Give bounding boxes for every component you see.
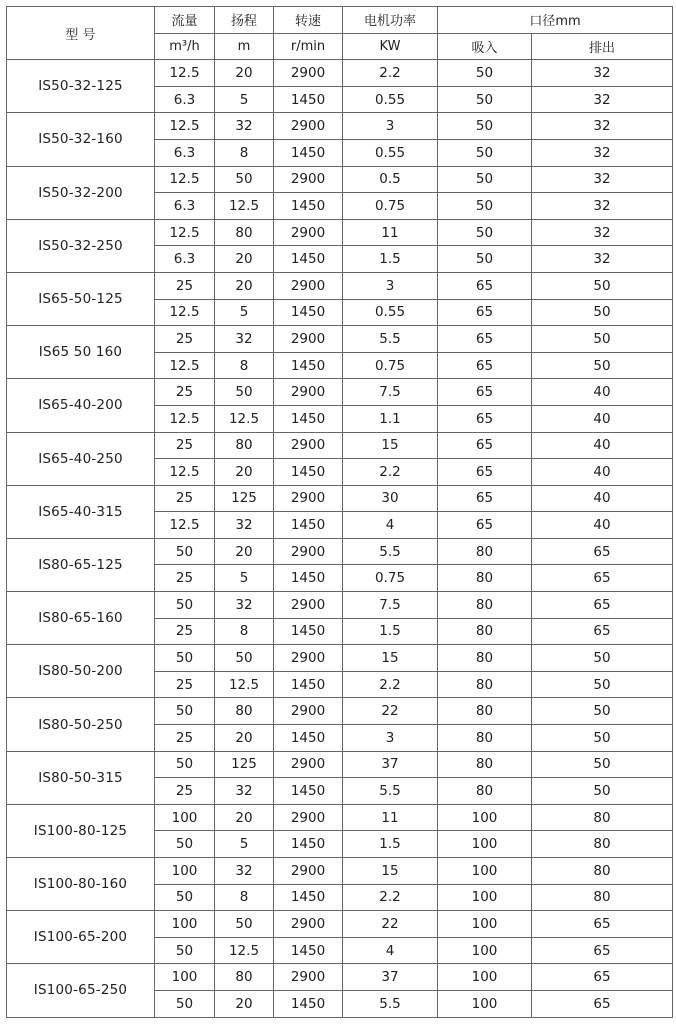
flow-cell: 100 [155, 804, 215, 831]
header-head: 扬程 [215, 7, 274, 34]
header-speed: 转速 [274, 7, 343, 34]
outlet-cell: 50 [532, 698, 673, 725]
head-cell: 20 [215, 272, 274, 299]
power-cell: 11 [343, 804, 438, 831]
power-cell: 2.2 [343, 884, 438, 911]
table-row [7, 60, 673, 87]
outlet-cell: 50 [532, 352, 673, 379]
flow-cell: 100 [155, 964, 215, 991]
outlet-cell: 40 [532, 405, 673, 432]
header-flow: 流量 [155, 7, 215, 34]
spec-table-body [7, 60, 673, 1017]
flow-cell: 25 [155, 485, 215, 512]
flow-cell: 50 [155, 937, 215, 964]
speed-cell: 1450 [274, 459, 343, 486]
head-cell: 50 [215, 166, 274, 193]
speed-cell: 1450 [274, 193, 343, 220]
outlet-cell: 32 [532, 60, 673, 87]
flow-cell: 25 [155, 725, 215, 752]
speed-cell: 2900 [274, 272, 343, 299]
head-cell: 20 [215, 60, 274, 87]
flow-cell: 50 [155, 831, 215, 858]
inlet-cell: 65 [438, 432, 532, 459]
inlet-cell: 80 [438, 725, 532, 752]
speed-cell: 2900 [274, 432, 343, 459]
head-cell: 5 [215, 299, 274, 326]
power-cell: 37 [343, 751, 438, 778]
flow-cell: 50 [155, 645, 215, 672]
inlet-cell: 65 [438, 485, 532, 512]
header-head-unit: m [215, 33, 274, 60]
outlet-cell: 40 [532, 379, 673, 406]
inlet-cell: 65 [438, 352, 532, 379]
flow-cell: 12.5 [155, 352, 215, 379]
table-row [7, 379, 673, 406]
table-row [7, 113, 673, 140]
header-outlet: 排出 [532, 33, 673, 60]
model-cell: IS80-50-250 [7, 698, 155, 751]
speed-cell: 2900 [274, 379, 343, 406]
head-cell: 50 [215, 645, 274, 672]
inlet-cell: 50 [438, 246, 532, 273]
inlet-cell: 65 [438, 379, 532, 406]
flow-cell: 25 [155, 565, 215, 592]
power-cell: 3 [343, 725, 438, 752]
header-flow-unit: m³/h [155, 33, 215, 60]
model-cell: IS100-65-200 [7, 911, 155, 964]
head-cell: 20 [215, 725, 274, 752]
inlet-cell: 80 [438, 698, 532, 725]
head-cell: 32 [215, 858, 274, 885]
table-row [7, 485, 673, 512]
outlet-cell: 80 [532, 831, 673, 858]
inlet-cell: 80 [438, 751, 532, 778]
flow-cell: 100 [155, 858, 215, 885]
table-row [7, 911, 673, 938]
power-cell: 30 [343, 485, 438, 512]
speed-cell: 1450 [274, 884, 343, 911]
flow-cell: 6.3 [155, 246, 215, 273]
flow-cell: 6.3 [155, 139, 215, 166]
power-cell: 4 [343, 512, 438, 539]
power-cell: 0.55 [343, 299, 438, 326]
outlet-cell: 50 [532, 751, 673, 778]
speed-cell: 2900 [274, 804, 343, 831]
power-cell: 7.5 [343, 592, 438, 619]
power-cell: 3 [343, 272, 438, 299]
power-cell: 5.5 [343, 990, 438, 1017]
inlet-cell: 80 [438, 645, 532, 672]
inlet-cell: 65 [438, 512, 532, 539]
inlet-cell: 80 [438, 565, 532, 592]
head-cell: 20 [215, 246, 274, 273]
speed-cell: 2900 [274, 113, 343, 140]
outlet-cell: 32 [532, 139, 673, 166]
inlet-cell: 65 [438, 299, 532, 326]
outlet-cell: 32 [532, 246, 673, 273]
model-cell: IS50-32-160 [7, 113, 155, 166]
head-cell: 32 [215, 592, 274, 619]
table-row [7, 751, 673, 778]
inlet-cell: 50 [438, 60, 532, 87]
model-cell: IS80-65-125 [7, 538, 155, 591]
head-cell: 12.5 [215, 193, 274, 220]
inlet-cell: 65 [438, 459, 532, 486]
outlet-cell: 32 [532, 113, 673, 140]
power-cell: 1.5 [343, 831, 438, 858]
speed-cell: 1450 [274, 139, 343, 166]
header-power-unit: KW [343, 33, 438, 60]
power-cell: 5.5 [343, 538, 438, 565]
head-cell: 32 [215, 113, 274, 140]
pump-spec-table [6, 6, 673, 1018]
inlet-cell: 65 [438, 326, 532, 353]
power-cell: 3 [343, 113, 438, 140]
inlet-cell: 50 [438, 219, 532, 246]
power-cell: 22 [343, 698, 438, 725]
speed-cell: 2900 [274, 219, 343, 246]
head-cell: 32 [215, 512, 274, 539]
power-cell: 1.5 [343, 246, 438, 273]
outlet-cell: 65 [532, 538, 673, 565]
speed-cell: 1450 [274, 671, 343, 698]
head-cell: 125 [215, 751, 274, 778]
table-row [7, 858, 673, 885]
outlet-cell: 50 [532, 272, 673, 299]
flow-cell: 6.3 [155, 193, 215, 220]
flow-cell: 12.5 [155, 60, 215, 87]
speed-cell: 2900 [274, 326, 343, 353]
power-cell: 15 [343, 645, 438, 672]
table-row [7, 698, 673, 725]
flow-cell: 12.5 [155, 459, 215, 486]
table-row [7, 538, 673, 565]
head-cell: 12.5 [215, 405, 274, 432]
outlet-cell: 65 [532, 592, 673, 619]
speed-cell: 1450 [274, 246, 343, 273]
power-cell: 2.2 [343, 60, 438, 87]
speed-cell: 1450 [274, 565, 343, 592]
speed-cell: 2900 [274, 592, 343, 619]
outlet-cell: 40 [532, 432, 673, 459]
speed-cell: 1450 [274, 725, 343, 752]
flow-cell: 25 [155, 618, 215, 645]
inlet-cell: 100 [438, 990, 532, 1017]
flow-cell: 50 [155, 884, 215, 911]
inlet-cell: 100 [438, 964, 532, 991]
outlet-cell: 50 [532, 725, 673, 752]
model-cell: IS50-32-125 [7, 60, 155, 113]
speed-cell: 2900 [274, 751, 343, 778]
speed-cell: 2900 [274, 645, 343, 672]
flow-cell: 25 [155, 272, 215, 299]
inlet-cell: 65 [438, 405, 532, 432]
flow-cell: 100 [155, 911, 215, 938]
power-cell: 5.5 [343, 326, 438, 353]
flow-cell: 25 [155, 671, 215, 698]
inlet-cell: 100 [438, 831, 532, 858]
outlet-cell: 40 [532, 459, 673, 486]
flow-cell: 50 [155, 592, 215, 619]
head-cell: 12.5 [215, 937, 274, 964]
head-cell: 80 [215, 219, 274, 246]
head-cell: 80 [215, 432, 274, 459]
power-cell: 1.5 [343, 618, 438, 645]
model-cell: IS65-40-315 [7, 485, 155, 538]
inlet-cell: 65 [438, 272, 532, 299]
outlet-cell: 40 [532, 485, 673, 512]
table-row [7, 326, 673, 353]
outlet-cell: 50 [532, 645, 673, 672]
speed-cell: 2900 [274, 538, 343, 565]
inlet-cell: 100 [438, 937, 532, 964]
head-cell: 5 [215, 565, 274, 592]
power-cell: 15 [343, 432, 438, 459]
speed-cell: 1450 [274, 299, 343, 326]
speed-cell: 1450 [274, 512, 343, 539]
power-cell: 0.75 [343, 565, 438, 592]
header-inlet: 吸入 [438, 33, 532, 60]
inlet-cell: 80 [438, 592, 532, 619]
head-cell: 50 [215, 911, 274, 938]
head-cell: 50 [215, 379, 274, 406]
header-power: 电机功率 [343, 7, 438, 34]
inlet-cell: 50 [438, 113, 532, 140]
model-cell: IS80-50-315 [7, 751, 155, 804]
inlet-cell: 100 [438, 858, 532, 885]
speed-cell: 1450 [274, 618, 343, 645]
speed-cell: 1450 [274, 937, 343, 964]
speed-cell: 1450 [274, 778, 343, 805]
table-row [7, 804, 673, 831]
head-cell: 20 [215, 459, 274, 486]
power-cell: 0.55 [343, 139, 438, 166]
speed-cell: 2900 [274, 911, 343, 938]
head-cell: 5 [215, 86, 274, 113]
flow-cell: 25 [155, 432, 215, 459]
head-cell: 32 [215, 326, 274, 353]
outlet-cell: 80 [532, 884, 673, 911]
flow-cell: 12.5 [155, 113, 215, 140]
model-cell: IS80-65-160 [7, 592, 155, 645]
power-cell: 4 [343, 937, 438, 964]
model-cell: IS100-80-160 [7, 858, 155, 911]
outlet-cell: 50 [532, 671, 673, 698]
inlet-cell: 50 [438, 193, 532, 220]
speed-cell: 1450 [274, 405, 343, 432]
outlet-cell: 65 [532, 911, 673, 938]
head-cell: 32 [215, 778, 274, 805]
power-cell: 0.5 [343, 166, 438, 193]
power-cell: 37 [343, 964, 438, 991]
speed-cell: 2900 [274, 60, 343, 87]
speed-cell: 1450 [274, 86, 343, 113]
outlet-cell: 80 [532, 858, 673, 885]
outlet-cell: 65 [532, 990, 673, 1017]
head-cell: 5 [215, 831, 274, 858]
header-model: 型 号 [7, 7, 155, 60]
flow-cell: 25 [155, 379, 215, 406]
head-cell: 20 [215, 538, 274, 565]
model-cell: IS100-80-125 [7, 804, 155, 857]
outlet-cell: 65 [532, 937, 673, 964]
speed-cell: 1450 [274, 990, 343, 1017]
power-cell: 0.75 [343, 352, 438, 379]
header-diameter: 口径mm [438, 7, 673, 34]
table-row [7, 272, 673, 299]
flow-cell: 25 [155, 778, 215, 805]
model-cell: IS65 50 160 [7, 326, 155, 379]
inlet-cell: 100 [438, 884, 532, 911]
model-cell: IS80-50-200 [7, 645, 155, 698]
speed-cell: 2900 [274, 858, 343, 885]
outlet-cell: 65 [532, 618, 673, 645]
outlet-cell: 32 [532, 166, 673, 193]
speed-cell: 2900 [274, 698, 343, 725]
outlet-cell: 32 [532, 193, 673, 220]
outlet-cell: 65 [532, 565, 673, 592]
flow-cell: 6.3 [155, 86, 215, 113]
model-cell: IS100-65-250 [7, 964, 155, 1017]
outlet-cell: 80 [532, 804, 673, 831]
model-cell: IS65-40-200 [7, 379, 155, 432]
power-cell: 11 [343, 219, 438, 246]
head-cell: 8 [215, 618, 274, 645]
flow-cell: 12.5 [155, 166, 215, 193]
power-cell: 15 [343, 858, 438, 885]
outlet-cell: 40 [532, 512, 673, 539]
speed-cell: 1450 [274, 352, 343, 379]
outlet-cell: 32 [532, 219, 673, 246]
table-row [7, 964, 673, 991]
inlet-cell: 80 [438, 778, 532, 805]
inlet-cell: 50 [438, 166, 532, 193]
head-cell: 12.5 [215, 671, 274, 698]
inlet-cell: 100 [438, 804, 532, 831]
power-cell: 7.5 [343, 379, 438, 406]
flow-cell: 12.5 [155, 405, 215, 432]
power-cell: 1.1 [343, 405, 438, 432]
inlet-cell: 80 [438, 538, 532, 565]
inlet-cell: 50 [438, 139, 532, 166]
table-row [7, 166, 673, 193]
power-cell: 0.55 [343, 86, 438, 113]
head-cell: 20 [215, 804, 274, 831]
model-cell: IS50-32-250 [7, 219, 155, 272]
flow-cell: 12.5 [155, 299, 215, 326]
head-cell: 20 [215, 990, 274, 1017]
flow-cell: 50 [155, 538, 215, 565]
head-cell: 80 [215, 964, 274, 991]
head-cell: 125 [215, 485, 274, 512]
header-speed-unit: r/min [274, 33, 343, 60]
speed-cell: 1450 [274, 831, 343, 858]
power-cell: 5.5 [343, 778, 438, 805]
inlet-cell: 80 [438, 618, 532, 645]
flow-cell: 50 [155, 698, 215, 725]
power-cell: 2.2 [343, 671, 438, 698]
table-row [7, 645, 673, 672]
inlet-cell: 50 [438, 86, 532, 113]
head-cell: 8 [215, 884, 274, 911]
outlet-cell: 50 [532, 299, 673, 326]
head-cell: 8 [215, 139, 274, 166]
speed-cell: 2900 [274, 166, 343, 193]
inlet-cell: 80 [438, 671, 532, 698]
outlet-cell: 65 [532, 964, 673, 991]
table-row [7, 432, 673, 459]
inlet-cell: 100 [438, 911, 532, 938]
table-row [7, 219, 673, 246]
model-cell: IS65-50-125 [7, 272, 155, 325]
speed-cell: 2900 [274, 964, 343, 991]
flow-cell: 50 [155, 990, 215, 1017]
flow-cell: 12.5 [155, 219, 215, 246]
flow-cell: 25 [155, 326, 215, 353]
model-cell: IS65-40-250 [7, 432, 155, 485]
outlet-cell: 50 [532, 326, 673, 353]
flow-cell: 12.5 [155, 512, 215, 539]
speed-cell: 2900 [274, 485, 343, 512]
outlet-cell: 50 [532, 778, 673, 805]
head-cell: 8 [215, 352, 274, 379]
power-cell: 0.75 [343, 193, 438, 220]
power-cell: 2.2 [343, 459, 438, 486]
model-cell: IS50-32-200 [7, 166, 155, 219]
table-row [7, 592, 673, 619]
flow-cell: 50 [155, 751, 215, 778]
head-cell: 80 [215, 698, 274, 725]
outlet-cell: 32 [532, 86, 673, 113]
power-cell: 22 [343, 911, 438, 938]
